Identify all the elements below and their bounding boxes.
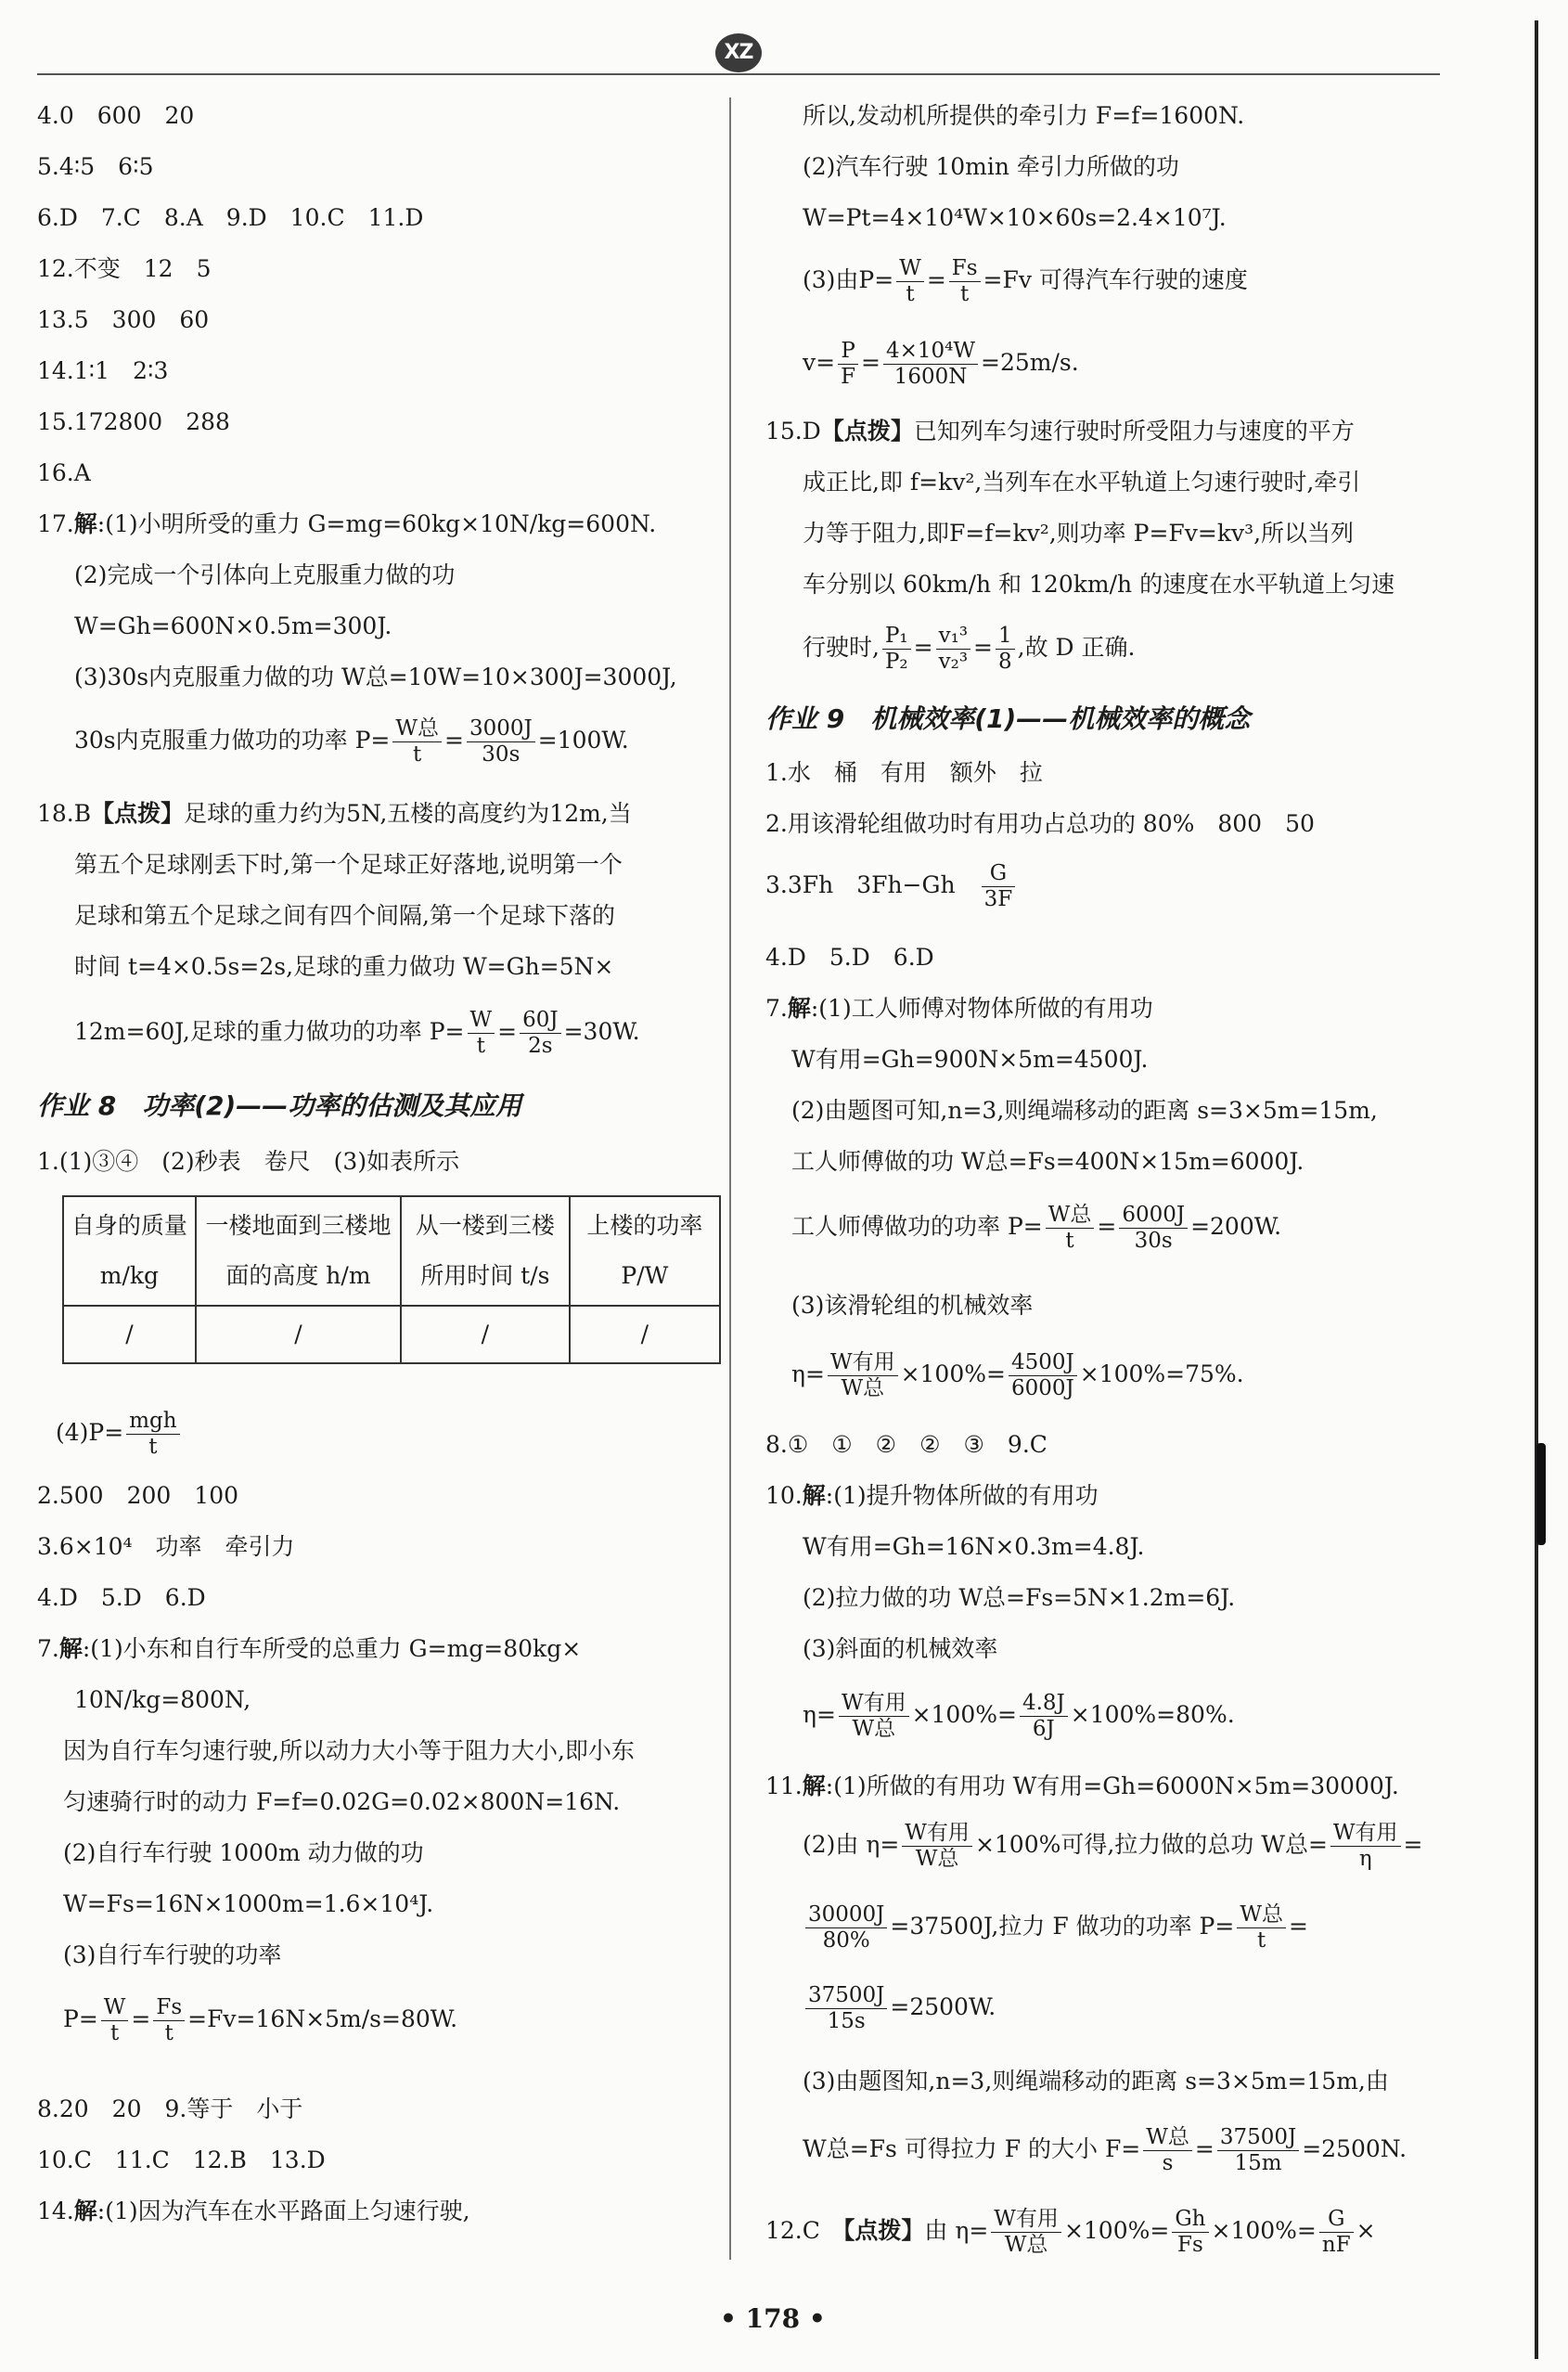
answer-line: 7.解:(1)小东和自行车所受的总重力 G=mg=80kg×: [37, 1635, 582, 1662]
answer-line: 工人师傅做的功 W总=Fs=400N×15m=6000J.: [791, 1148, 1305, 1175]
answer-line: 因为自行车匀速行驶,所以动力大小等于阻力大小,即小东: [63, 1737, 635, 1764]
answer-line: 4.0 600 20: [37, 102, 195, 129]
section-heading: 作业 8 功率(2)——功率的估测及其应用: [37, 1090, 522, 1121]
formula-line: 12m=60J,足球的重力做功的功率 P= $\frac{W}{t}$ = $\frac{60J}{2s}$ =30W.: [74, 1008, 640, 1058]
answer-line: W有用=Gh=16N×0.3m=4.8J.: [803, 1533, 1145, 1560]
page-edge: [1535, 20, 1538, 2359]
header-rule: [37, 73, 1440, 75]
table-header: 上楼的功率 P/W: [570, 1196, 720, 1306]
answer-line: (2)拉力做的功 W总=Fs=5N×1.2m=6J.: [803, 1584, 1236, 1611]
answer-line: (3)30s内克服重力做的功 W总=10W=10×300J=3000J,: [74, 664, 677, 690]
formula-line: (3)由P= $\frac{W}{t}$ = $\frac{Fs}{t}$ =Fv 可得汽车行驶的速度: [803, 256, 1248, 306]
answer-line: 17.解:(1)小明所受的重力 G=mg=60kg×10N/kg=600N.: [37, 510, 657, 537]
answer-line: 16.A: [37, 459, 91, 486]
answer-line: 足球和第五个足球之间有四个间隔,第一个足球下落的: [74, 902, 615, 929]
formula-line: (2)由 η= $\frac{\text{W有用}}{\text{W总}}$ ×100%可得,拉力做的总功 W总= $\frac{\text{W有用}}{\eta}$ =: [803, 1821, 1423, 1871]
answer-line: 7.解:(1)工人师傅对物体所做的有用功: [765, 995, 1153, 1022]
answer-line: 时间 t=4×0.5s=2s,足球的重力做功 W=Gh=5N×: [74, 953, 614, 980]
data-table: [62, 1195, 721, 1364]
formula-line: (4)P= $\frac{\text{mgh}}{t}$: [56, 1409, 183, 1460]
table-cell: /: [63, 1306, 196, 1363]
formula-line: $\frac{30000J}{80\%}$ =37500J,拉力 F 做功的功率 P= $\frac{\text{W总}}{t}$ =: [803, 1902, 1308, 1953]
page-number: • 178 •: [720, 2303, 826, 2334]
answer-line: W=Gh=600N×0.5m=300J.: [74, 612, 392, 639]
answer-line: 12.不变 12 5: [37, 255, 212, 282]
answer-line: (3)由题图知,n=3,则绳端移动的距离 s=3×5m=15m,由: [803, 2068, 1389, 2095]
answer-line: (2)汽车行驶 10min 牵引力所做的功: [803, 153, 1179, 180]
answer-line: (2)完成一个引体向上克服重力做的功: [74, 561, 456, 588]
answer-line: 第五个足球刚丢下时,第一个足球正好落地,说明第一个: [74, 851, 623, 878]
formula-line: 30s内克服重力做功的功率 P= $\frac{\text{W总}}{t}$ = $\frac{3000J}{30s}$ =100W.: [74, 716, 629, 767]
answer-line: 4.D 5.D 6.D: [765, 944, 934, 971]
answer-line: 10.解:(1)提升物体所做的有用功: [765, 1482, 1099, 1509]
table-header: 一楼地面到三楼地面的高度 h/m: [196, 1196, 401, 1306]
answer-line: 8.① ① ② ② ③ 9.C: [765, 1431, 1047, 1458]
formula-line: 工人师傅做功的功率 P= $\frac{\text{W总}}{t}$ = $\frac{6000J}{30s}$ =200W.: [791, 1203, 1282, 1253]
formula-line: $\frac{37500J}{15s}$ =2500W.: [803, 1983, 996, 2034]
answer-line: W=Fs=16N×1000m=1.6×10⁴J.: [63, 1890, 434, 1917]
answer-line: 匀速骑行时的动力 F=f=0.02G=0.02×800N=16N.: [63, 1788, 621, 1815]
answer-line: 2.500 200 100: [37, 1482, 239, 1509]
answer-line: 15.172800 288: [37, 408, 230, 435]
answer-line: 6.D 7.C 8.A 9.D 10.C 11.D: [37, 204, 424, 231]
answer-line: W有用=Gh=900N×5m=4500J.: [791, 1046, 1149, 1073]
answer-line: (3)自行车行驶的功率: [63, 1941, 282, 1968]
table-cell: /: [401, 1306, 570, 1363]
formula-line: v= $\frac{P}{F}$ = $\frac{\text{4×10⁴W}}{1600N}$ =25m/s.: [803, 339, 1079, 389]
answer-line: 15.D【点拨】已知列车匀速行驶时所受阻力与速度的平方: [765, 418, 1355, 445]
answer-line: 8.20 20 9.等于 小于: [37, 2095, 303, 2122]
table-cell: /: [196, 1306, 401, 1363]
column-divider: [729, 97, 731, 2260]
answer-line: 车分别以 60km/h 和 120km/h 的速度在水平轨道上匀速: [803, 571, 1395, 598]
answer-line: 力等于阻力,即F=f=kv²,则功率 P=Fv=kv³,所以当列: [803, 520, 1355, 547]
answer-line: 1.水 桶 有用 额外 拉: [765, 759, 1043, 786]
formula-line: η= $\frac{\text{W有用}}{\text{W总}}$ ×100%= $\frac{4500J}{6000J}$ ×100%=75%.: [791, 1350, 1244, 1400]
answer-line: 4.D 5.D 6.D: [37, 1584, 206, 1611]
answer-line: (3)该滑轮组的机械效率: [791, 1292, 1034, 1319]
answer-line: 14.解:(1)因为汽车在水平路面上匀速行驶,: [37, 2198, 470, 2224]
formula-line: 12.C 【点拨】由 η= $\frac{\text{W有用}}{\text{W总}}$ ×100%= $\frac{Gh}{Fs}$ ×100%= $\frac{G}{nF}$ ×: [765, 2207, 1376, 2257]
answer-line: (2)由题图可知,n=3,则绳端移动的距离 s=3×5m=15m,: [791, 1097, 1378, 1124]
formula-line: η= $\frac{\text{W有用}}{\text{W总}}$ ×100%= $\frac{4.8J}{6J}$ ×100%=80%.: [803, 1691, 1235, 1741]
table-header: 自身的质量 m/kg: [63, 1196, 196, 1306]
page-edge-mark: [1536, 1443, 1546, 1545]
answer-line: 2.用该滑轮组做功时有用功占总功的 80% 800 50: [765, 810, 1315, 837]
formula-line: W总=Fs 可得拉力 F 的大小 F= $\frac{\text{W总}}{s}$ = $\frac{37500J}{15m}$ =2500N.: [803, 2125, 1407, 2175]
answer-line: 1.(1)③④ (2)秒表 卷尺 (3)如表所示: [37, 1148, 460, 1175]
answer-line: 10N/kg=800N,: [74, 1686, 251, 1713]
publisher-logo: XZ: [715, 33, 762, 72]
answer-line: 3.6×10⁴ 功率 牵引力: [37, 1533, 295, 1560]
table-header: 从一楼到三楼所用时间 t/s: [401, 1196, 570, 1306]
answer-line: (2)自行车行驶 1000m 动力做的功: [63, 1839, 424, 1866]
answer-line: W=Pt=4×10⁴W×10×60s=2.4×10⁷J.: [803, 204, 1227, 231]
answer-line: (3)斜面的机械效率: [803, 1635, 998, 1662]
answer-line: 18.B【点拨】足球的重力约为5N,五楼的高度约为12m,当: [37, 800, 632, 827]
formula-line: P= $\frac{W}{t}$ = $\frac{Fs}{t}$ =Fv=16N×5m/s=80W.: [63, 1995, 458, 2045]
answer-line: 所以,发动机所提供的牵引力 F=f=1600N.: [803, 102, 1245, 129]
answer-line: 成正比,即 f=kv²,当列车在水平轨道上匀速行驶时,牵引: [803, 469, 1361, 496]
table-cell: /: [570, 1306, 720, 1363]
answer-line: 13.5 300 60: [37, 306, 210, 333]
formula-line: 行驶时, $\frac{\text{P₁}}{\text{P₂}}$ = $\frac{\text{v₁³}}{\text{v₂³}}$ = $\frac{1}{8}$ ,故 D 正确.: [803, 624, 1136, 674]
formula-line: 3.3Fh 3Fh−Gh $\frac{G}{3F}$: [765, 861, 1018, 912]
answer-line: 5.4∶5 6∶5: [37, 153, 154, 180]
section-heading: 作业 9 机械效率(1)——机械效率的概念: [765, 703, 1251, 734]
answer-line: 14.1∶1 2∶3: [37, 357, 169, 384]
answer-line: 10.C 11.C 12.B 13.D: [37, 2146, 326, 2173]
answer-line: 11.解:(1)所做的有用功 W有用=Gh=6000N×5m=30000J.: [765, 1773, 1399, 1799]
